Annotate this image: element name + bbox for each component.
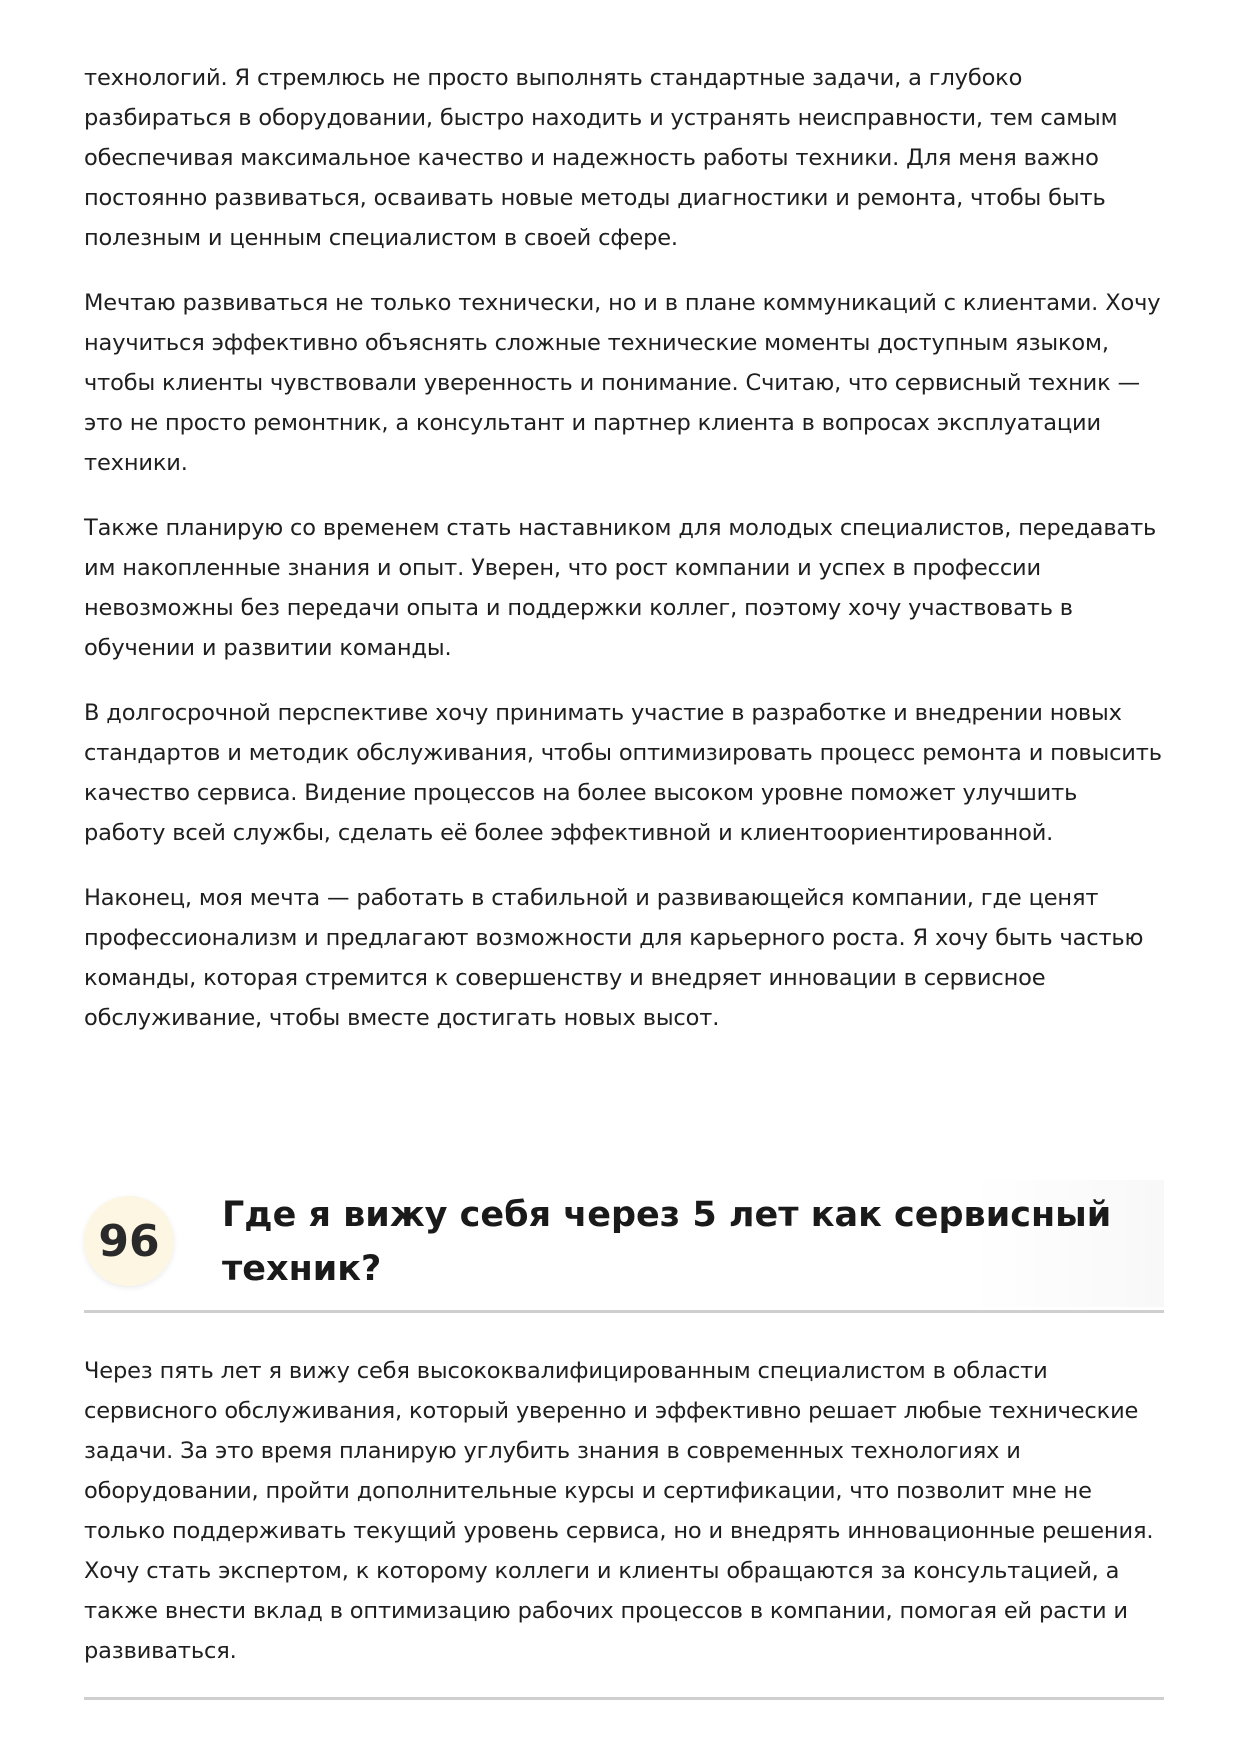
previous-answer-body	[84, 58, 1164, 1063]
paragraph: Мечтаю развиваться не только технически, но и в плане коммуникаций с клиентами. Хочу научиться эффективно объяснять сложные технические моменты доступным языком, чтобы клиенты чувствовали уверенность и понимание. Считаю, что сервисный техник — это не просто ремонтник, а консультант и партнер клиента в вопросах эксплуатации техники.	[84, 290, 1161, 476]
question-header	[84, 1180, 1164, 1313]
section-divider	[84, 1697, 1164, 1700]
answer-text: Через пять лет я вижу себя высококвалифицированным специалистом в области сервисного обслуживания, который уверенно и эффективно решает любые технические задачи. За это время планирую углубить знания в современных технологиях и оборудовании, пройти дополнительные курсы и сертификации, что позволит мне не только поддерживать текущий уровень сервиса, но и внедрять инновационные решения. Хочу стать экспертом, к которому коллеги и клиенты обращаются за консультацией, а также внести вклад в оптимизацию рабочих процессов в компании, помогая ей расти и развиваться.	[84, 1358, 1154, 1664]
question-section	[84, 1180, 1164, 1700]
question-title: Где я вижу себя через 5 лет как сервисный техник?	[222, 1195, 1112, 1289]
question-number-badge: 96	[84, 1196, 174, 1286]
paragraph: Наконец, моя мечта — работать в стабильной и развивающейся компании, где ценят профессионализм и предлагают возможности для карьерного роста. Я хочу быть частью команды, которая стремится к совершенству и внедряет инновации в сервисное обслуживание, чтобы вместе достигать новых высот.	[84, 885, 1144, 1031]
paragraph: технологий. Я стремлюсь не просто выполнять стандартные задачи, а глубоко разбираться в оборудовании, быстро находить и устранять неисправности, тем самым обеспечивая максимальное качество и надежность работы техники. Для меня важно постоянно развиваться, осваивать новые методы диагностики и ремонта, чтобы быть полезным и ценным специалистом в своей сфере.	[84, 65, 1118, 251]
paragraph: В долгосрочной перспективе хочу принимать участие в разработке и внедрении новых стандартов и методик обслуживания, чтобы оптимизировать процесс ремонта и повысить качество сервиса. Видение процессов на более высоком уровне поможет улучшить работу всей службы, сделать её более эффективной и клиентоориентированной.	[84, 700, 1162, 846]
paragraph: Также планирую со временем стать наставником для молодых специалистов, передавать им накопленные знания и опыт. Уверен, что рост компании и успех в профессии невозможны без передачи опыта и поддержки коллег, поэтому хочу участвовать в обучении и развитии команды.	[84, 515, 1157, 661]
